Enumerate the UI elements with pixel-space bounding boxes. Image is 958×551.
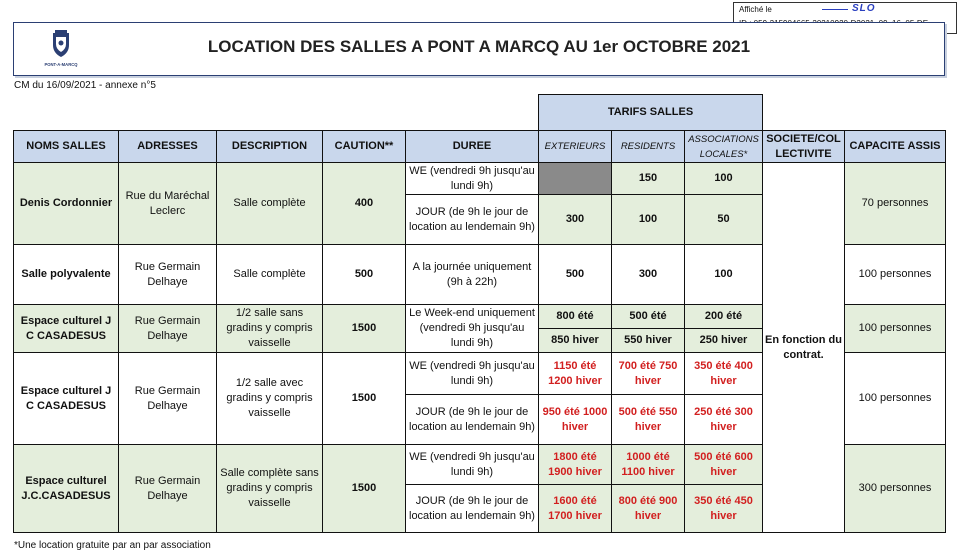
col-residents: RESIDENTS — [612, 131, 685, 163]
footnote: *Une location gratuite par an par association — [14, 540, 211, 551]
price-exterieurs: 500 — [539, 245, 612, 305]
room-caution: 1500 — [323, 305, 406, 353]
room-name: Espace culturel J C CASADESUS — [14, 353, 119, 445]
room-capacity: 100 personnes — [845, 353, 946, 445]
price-residents: 800 été 900 hiver — [612, 485, 685, 533]
col-adresses: ADRESSES — [119, 131, 217, 163]
room-description: 1/2 salle sans gradins y compris vaisselle — [217, 305, 323, 353]
room-caution: 400 — [323, 163, 406, 245]
duree-cell: WE (vendredi 9h jusqu'au lundi 9h) — [406, 163, 539, 195]
col-noms: NOMS SALLES — [14, 131, 119, 163]
tarifs-header-spacer-right — [763, 95, 946, 131]
price-residents: 150 — [612, 163, 685, 195]
room-capacity: 70 personnes — [845, 163, 946, 245]
price-exterieurs: 1800 été 1900 hiver — [539, 445, 612, 485]
duree-cell: JOUR (de 9h le jour de location au lendemain 9h) — [406, 395, 539, 445]
duree-cell: WE (vendredi 9h jusqu'au lundi 9h) — [406, 445, 539, 485]
stamp-brand-logo: SLO — [852, 3, 876, 14]
tarifs-header-row — [14, 95, 946, 131]
col-societe: SOCIETE/COLLECTIVITE — [763, 131, 845, 163]
price-exterieurs: 800 été — [539, 305, 612, 329]
col-exterieurs: EXTERIEURS — [539, 131, 612, 163]
price-residents: 1000 été 1100 hiver — [612, 445, 685, 485]
price-associations: 250 hiver — [685, 329, 763, 353]
price-associations: 350 été 400 hiver — [685, 353, 763, 395]
room-name: Espace culturel J C CASADESUS — [14, 305, 119, 353]
price-residents: 700 été 750 hiver — [612, 353, 685, 395]
room-caution: 500 — [323, 245, 406, 305]
col-associations: ASSOCIATIONS LOCALES* — [685, 131, 763, 163]
room-name: Denis Cordonnier — [14, 163, 119, 245]
price-exterieurs: 1600 été 1700 hiver — [539, 485, 612, 533]
price-associations: 100 — [685, 163, 763, 195]
room-address: Rue Germain Delhaye — [119, 445, 217, 533]
duree-cell: WE (vendredi 9h jusqu'au lundi 9h) — [406, 353, 539, 395]
col-caution: CAUTION** — [323, 131, 406, 163]
room-address: Rue Germain Delhaye — [119, 245, 217, 305]
duree-cell: A la journée uniquement (9h à 22h) — [406, 245, 539, 305]
col-description: DESCRIPTION — [217, 131, 323, 163]
col-capacite: CAPACITE ASSIS — [845, 131, 946, 163]
document-header — [13, 22, 945, 76]
room-capacity: 100 personnes — [845, 245, 946, 305]
societe-value: En fonction du contrat. — [763, 163, 845, 533]
room-caution: 1500 — [323, 445, 406, 533]
tarifs-header: TARIFS SALLES — [539, 95, 763, 131]
price-exterieurs: 950 été 1000 hiver — [539, 395, 612, 445]
room-description: Salle complète — [217, 163, 323, 245]
price-residents: 550 hiver — [612, 329, 685, 353]
room-description: Salle complète — [217, 245, 323, 305]
stamp-affiche-label: Affiché le — [739, 5, 772, 14]
duree-cell: JOUR (de 9h le jour de location au lendemain 9h) — [406, 485, 539, 533]
price-exterieurs: 1150 été 1200 hiver — [539, 353, 612, 395]
price-associations: 350 été 450 hiver — [685, 485, 763, 533]
cm-note: CM du 16/09/2021 - annexe n°5 — [14, 80, 156, 91]
room-address: Rue Germain Delhaye — [119, 305, 217, 353]
col-duree: DUREE — [406, 131, 539, 163]
price-residents: 300 — [612, 245, 685, 305]
price-associations: 50 — [685, 195, 763, 245]
tariff-table — [13, 94, 946, 533]
price-exterieurs: 300 — [539, 195, 612, 245]
room-address: Rue du Maréchal Leclerc — [119, 163, 217, 245]
table-row — [14, 163, 946, 195]
duree-cell: Le Week-end uniquement (vendredi 9h jusqu'au lundi 9h) — [406, 305, 539, 353]
tarifs-header-spacer — [14, 95, 539, 131]
price-residents: 500 été 550 hiver — [612, 395, 685, 445]
room-caution: 1500 — [323, 353, 406, 445]
page-title: LOCATION DES SALLES A PONT A MARCQ AU 1er OCTOBRE 2021 — [207, 37, 751, 56]
room-capacity: 300 personnes — [845, 445, 946, 533]
room-name: Espace culturel J.C.CASADESUS — [14, 445, 119, 533]
price-exterieurs: 850 hiver — [539, 329, 612, 353]
price-associations: 250 été 300 hiver — [685, 395, 763, 445]
room-description: Salle complète sans gradins y compris vaisselle — [217, 445, 323, 533]
room-capacity: 100 personnes — [845, 305, 946, 353]
room-address: Rue Germain Delhaye — [119, 353, 217, 445]
room-description: 1/2 salle avec gradins y compris vaisselle — [217, 353, 323, 445]
price-exterieurs — [539, 163, 612, 195]
price-residents: 500 été — [612, 305, 685, 329]
logo-caption: PONT-A-MARCQ — [44, 62, 78, 67]
room-name: Salle polyvalente — [14, 245, 119, 305]
price-associations: 200 été — [685, 305, 763, 329]
price-residents: 100 — [612, 195, 685, 245]
duree-cell: JOUR (de 9h le jour de location au lendemain 9h) — [406, 195, 539, 245]
price-associations: 500 été 600 hiver — [685, 445, 763, 485]
column-header-row — [14, 131, 946, 163]
price-associations: 100 — [685, 245, 763, 305]
